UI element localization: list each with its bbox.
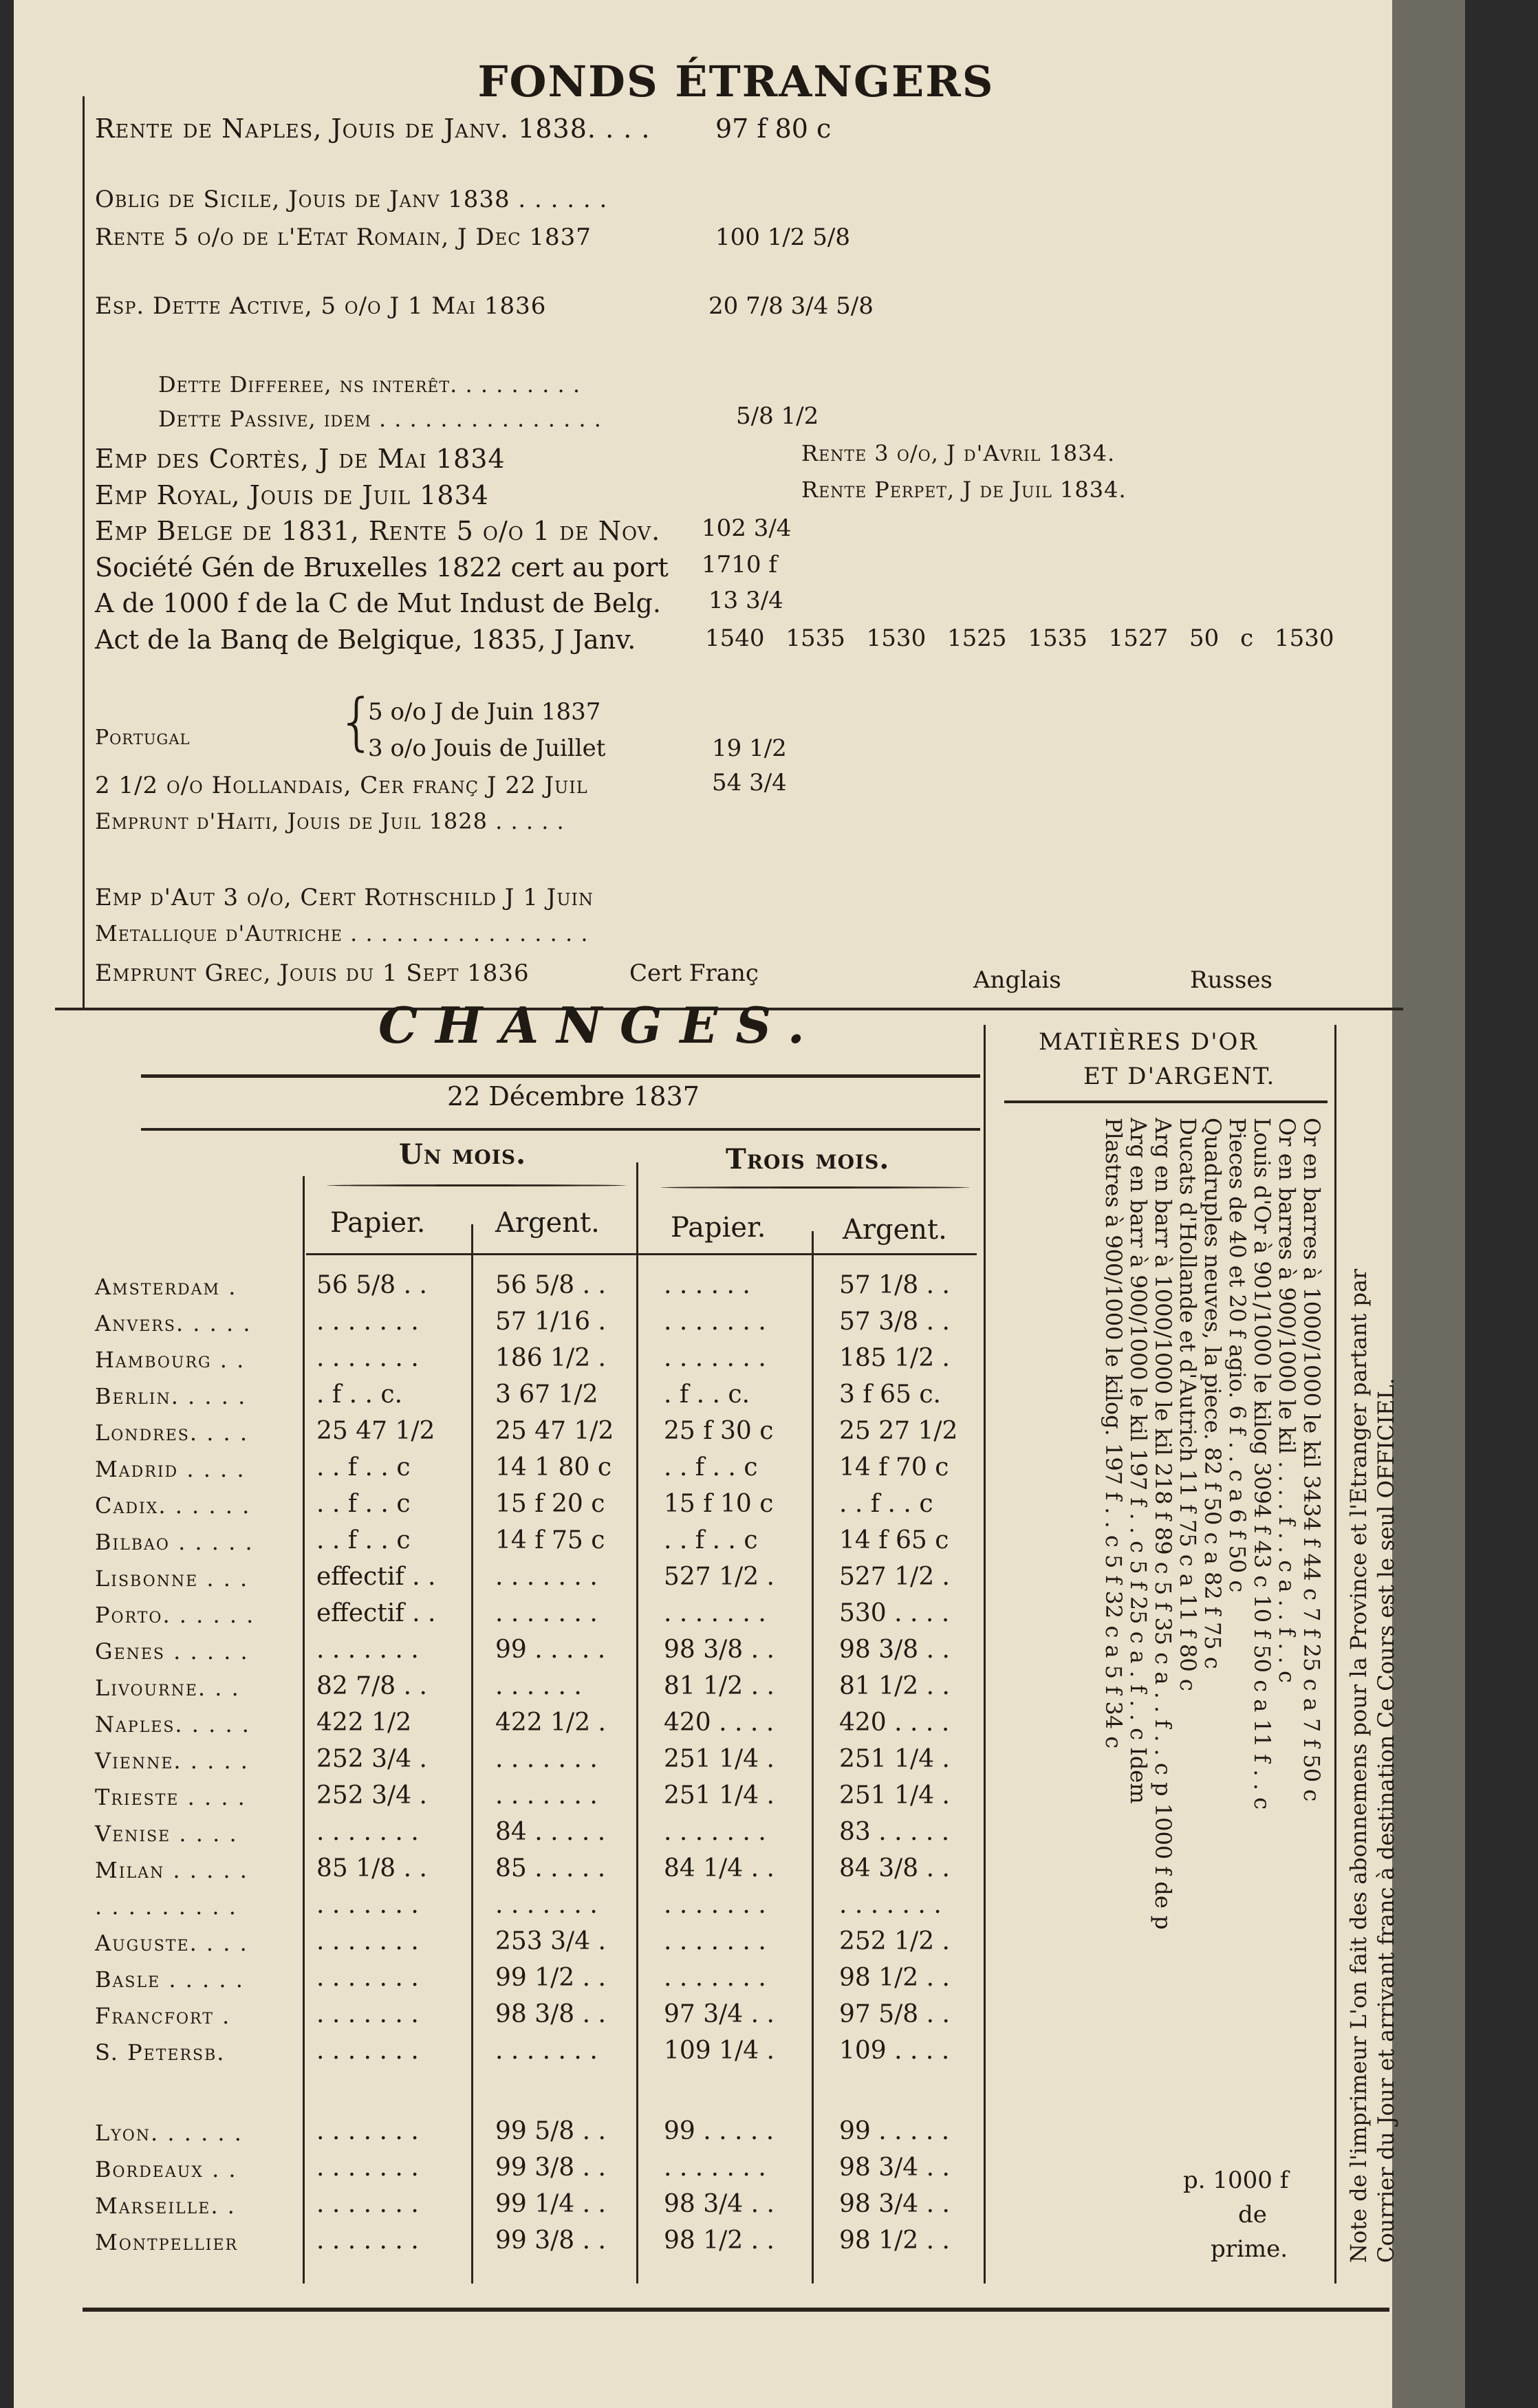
fonds-value: 13 3/4 [708, 587, 783, 614]
city-name: Naples. . . . . [95, 1711, 250, 1737]
trois-mois-papier-cell: . . . . . . [664, 1271, 750, 1299]
un-mois-papier-cell: effectif . . [316, 1599, 436, 1627]
changes-rule-top [141, 1074, 980, 1078]
un-mois-argent-cell: 15 f 20 c [495, 1490, 605, 1518]
un-mois-argent-cell: 98 3/8 . . [495, 2000, 606, 2028]
trois-mois-argent-cell: 81 1/2 . . [839, 1672, 950, 1700]
city-name: . . . . . . . . . [95, 1894, 237, 1920]
trois-mois-papier-cell: . . . . . . . [664, 1964, 766, 1992]
fonds-row: Esp. Dette Active, 5 o/o J 1 Mai 1836 [95, 292, 547, 320]
trois-mois-argent-cell: 109 . . . . [839, 2037, 950, 2065]
portugal-label: Portugal [95, 726, 191, 750]
city-name: Milan . . . . . [95, 1857, 248, 1883]
city-name: S. Petersb. [95, 2039, 226, 2065]
matieres-line: Arg en barr à 900/1000 le kil 197 f . . c 5 f 25 c a . f . . c Idem [1125, 1118, 1151, 1804]
trois-mois-argent-cell: 98 3/8 . . [839, 1636, 950, 1664]
city-name: Lisbonne . . . [95, 1565, 249, 1592]
trois-mois-papier-cell: 98 3/4 . . [664, 2190, 775, 2218]
un-mois-papier-cell: . . . . . . . [316, 1964, 419, 1992]
city-name: Cadix. . . . . . [95, 1493, 251, 1519]
trois-mois-argent-cell: 99 . . . . . [839, 2117, 950, 2145]
trois-mois-argent-cell: 98 1/2 . . [839, 2226, 950, 2255]
fonds-value: 102 3/4 [702, 514, 792, 542]
un-mois-papier-cell: . . . . . . . [316, 2117, 419, 2145]
city-name: Marseille. . [95, 2193, 236, 2219]
fonds-row: Emp des Cortès, J de Mai 1834 [95, 444, 506, 474]
fonds-row: Emp Royal, Jouis de Juil 1834 [95, 480, 489, 510]
fonds-value: 54 3/4 [712, 769, 787, 796]
prime-text: p. 1000 f [1183, 2167, 1289, 2194]
un-mois-papier-cell: . . . . . . . [316, 2037, 419, 2065]
fonds-row: Oblig de Sicile, Jouis de Janv 1838 . . . . . . [95, 186, 608, 213]
un-mois-papier-cell: 85 1/8 . . [316, 1854, 427, 1883]
trois-mois-argent-cell: 527 1/2 . [839, 1563, 950, 1591]
un-mois-argent-cell: 99 . . . . . [495, 1636, 606, 1664]
trois-mois-argent-cell: 25 27 1/2 [839, 1417, 958, 1445]
city-name: Anvers. . . . . [95, 1310, 252, 1336]
city-name: Madrid . . . . [95, 1456, 246, 1482]
un-mois-papier-cell: . . . . . . . [316, 1308, 419, 1336]
un-mois-papier-cell: 252 3/4 . [316, 1781, 427, 1810]
trois-mois-brace [660, 1186, 970, 1189]
trois-mois-argent-cell: 420 . . . . [839, 1709, 950, 1737]
changes-title: CHANGES. [378, 996, 823, 1054]
trois-mois-papier-cell: . . f . . c [664, 1453, 758, 1482]
un-mois-argent-cell: 99 1/2 . . [495, 1964, 606, 1992]
trois-mois-argent-cell: 252 1/2 . [839, 1927, 950, 1955]
un-mois-papier-cell: . f . . c. [316, 1380, 403, 1409]
un-mois-papier-cell: . . . . . . . [316, 1344, 419, 1372]
newspaper-page [14, 0, 1465, 2408]
matieres-title: ET D'ARGENT. [1083, 1063, 1276, 1090]
trois-mois-argent-cell: 185 1/2 . [839, 1344, 950, 1372]
matieres-title: MATIÈRES D'OR [1039, 1028, 1259, 1056]
trois-mois-papier-cell: . . . . . . . [664, 1344, 766, 1372]
papier-header: Papier. [330, 1207, 426, 1239]
fonds-row: Emp d'Aut 3 o/o, Cert Rothschild J 1 Juin [95, 884, 594, 911]
un-mois-papier-cell: . . f . . c [316, 1490, 411, 1518]
fonds-value: 20 7/8 3/4 5/8 [708, 292, 874, 320]
fonds-value: 19 1/2 [712, 735, 787, 762]
city-name: Londres. . . . [95, 1420, 249, 1446]
un-mois-argent-cell: . . . . . . . [495, 1781, 598, 1810]
printer-note [1345, 1269, 1400, 2263]
un-mois-argent-cell: 99 3/8 . . [495, 2154, 606, 2182]
trois-mois-argent-cell: 14 f 65 c [839, 1526, 949, 1554]
column-divider [471, 1224, 473, 2284]
trois-mois-papier-cell: 527 1/2 . [664, 1563, 775, 1591]
fonds-value: 100 1/2 5/8 [715, 224, 850, 251]
un-mois-papier-cell: 422 1/2 [316, 1709, 412, 1737]
trois-mois-papier-cell: . . f . . c [664, 1526, 758, 1554]
trois-mois-header: Trois mois. [726, 1143, 890, 1175]
trois-mois-argent-cell: 251 1/4 . [839, 1745, 950, 1773]
trois-mois-papier-cell: 420 . . . . [664, 1709, 775, 1737]
city-name: Berlin. . . . . [95, 1383, 247, 1409]
matieres-line: Or en barres à 900/1000 le kil . . . . f . . c a . . f . . c [1274, 1118, 1300, 1683]
papier-header: Papier. [671, 1212, 766, 1244]
trois-mois-papier-cell: . . . . . . . [664, 1818, 766, 1846]
un-mois-papier-cell: . . . . . . . [316, 1636, 419, 1664]
city-name: Auguste. . . . [95, 1930, 248, 1956]
trois-mois-papier-cell: 251 1/4 . [664, 1781, 775, 1810]
trois-mois-argent-cell: 97 5/8 . . [839, 2000, 950, 2028]
un-mois-papier-cell: . . . . . . . [316, 2154, 419, 2182]
trois-mois-argent-cell: 98 3/4 . . [839, 2154, 950, 2182]
un-mois-papier-cell: . . . . . . . [316, 2000, 419, 2028]
un-mois-papier-cell: 25 47 1/2 [316, 1417, 435, 1445]
un-mois-papier-cell: . . f . . c [316, 1453, 411, 1482]
trois-mois-papier-cell: . . . . . . . [664, 1308, 766, 1336]
column-divider [984, 1025, 986, 2284]
brace: { [337, 686, 377, 758]
trois-mois-papier-cell: 97 3/4 . . [664, 2000, 775, 2028]
un-mois-papier-cell: 252 3/4 . [316, 1745, 427, 1773]
trois-mois-argent-cell: 3 f 65 c. [839, 1380, 941, 1409]
un-mois-argent-cell: 99 1/4 . . [495, 2190, 606, 2218]
un-mois-argent-cell: 85 . . . . . [495, 1854, 606, 1883]
prime-text: prime. [1211, 2235, 1288, 2263]
un-mois-argent-cell: 14 f 75 c [495, 1526, 605, 1554]
anglais-label: Anglais [973, 966, 1061, 994]
trois-mois-papier-cell: . . . . . . . [664, 1891, 766, 1919]
un-mois-argent-cell: 3 67 1/2 [495, 1380, 598, 1409]
fonds-row: Rente de Naples, Jouis de Janv. 1838. . . . [95, 113, 651, 144]
fonds-row: 2 1/2 o/o Hollandais, Cer franç J 22 Juil [95, 772, 588, 799]
un-mois-papier-cell: 82 7/8 . . [316, 1672, 427, 1700]
column-divider [812, 1231, 814, 2284]
un-mois-argent-cell: . . . . . . [495, 1672, 582, 1700]
fonds-row: Dette Passive, idem . . . . . . . . . . . . . . . [158, 406, 602, 432]
changes-rule-date [141, 1128, 980, 1131]
trois-mois-papier-cell: 98 3/8 . . [664, 1636, 775, 1664]
fonds-row: Emprunt Grec, Jouis du 1 Sept 1836 [95, 959, 530, 987]
city-name: Basle . . . . . [95, 1966, 244, 1993]
fonds-row: 5 o/o J de Juin 1837 [368, 698, 601, 726]
un-mois-argent-cell: 422 1/2 . [495, 1709, 606, 1737]
city-name: Hambourg . . [95, 1347, 246, 1373]
un-mois-argent-cell: 99 3/8 . . [495, 2226, 606, 2255]
trois-mois-papier-cell: 81 1/2 . . [664, 1672, 775, 1700]
un-mois-argent-cell: 99 5/8 . . [495, 2117, 606, 2145]
argent-header: Argent. [495, 1207, 600, 1239]
city-name: Francfort . [95, 2003, 231, 2029]
un-mois-argent-cell: 14 1 80 c [495, 1453, 612, 1482]
un-mois-papier-cell: . . . . . . . [316, 1927, 419, 1955]
city-name: Montpellier [95, 2229, 239, 2255]
matieres-line: Ducats d'Hollande et d'Autrich 11 f 75 c a 11 f 80 c [1175, 1118, 1201, 1691]
note-line: Courrier du Jour et arrivant franc à destination Ce Cours est le seul OFFICIEL. [1373, 1378, 1399, 2263]
un-mois-argent-cell: . . . . . . . [495, 2037, 598, 2065]
fonds-value: 1540 1535 1530 1525 1535 1527 50 c 1530 [705, 625, 1334, 652]
trois-mois-papier-cell: 109 1/4 . [664, 2037, 775, 2065]
un-mois-argent-cell: 25 47 1/2 [495, 1417, 614, 1445]
trois-mois-papier-cell: 84 1/4 . . [664, 1854, 775, 1883]
un-mois-argent-cell: . . . . . . . [495, 1599, 598, 1627]
trois-mois-argent-cell: 14 f 70 c [839, 1453, 949, 1482]
fonds-value: 97 f 80 c [715, 113, 832, 144]
matieres-line: Pieces de 40 et 20 f agio. 6 f . . c a 6 f 50 c [1224, 1118, 1250, 1593]
trois-mois-argent-cell: . . . . . . . [839, 1891, 942, 1919]
changes-date: 22 Décembre 1837 [447, 1081, 700, 1111]
matieres-line: Arg en barr à 1000/1000 le kil 218 f 89 c 5 f 35 c a . . f . . c p 1000 f de p [1150, 1118, 1176, 1930]
trois-mois-argent-cell: 530 . . . . [839, 1599, 950, 1627]
un-mois-header: Un mois. [399, 1138, 527, 1171]
binding-strip [1392, 0, 1465, 2408]
fonds-value: 5/8 1/2 [736, 402, 819, 430]
fonds-row: Rente 5 o/o de l'Etat Romain, J Dec 1837 [95, 224, 592, 251]
fonds-row: Emp Belge de 1831, Rente 5 o/o 1 de Nov. [95, 516, 661, 546]
rente-avril: Rente 3 o/o, J d'Avril 1834. [801, 440, 1116, 466]
argent-header: Argent. [843, 1214, 947, 1246]
fonds-row: Metallique d'Autriche . . . . . . . . . . . . . . . . [95, 920, 589, 946]
city-name: Lyon. . . . . . [95, 2120, 243, 2146]
matieres-list [1101, 1118, 1324, 1929]
city-name: Livourne. . . [95, 1675, 240, 1701]
fonds-row: 3 o/o Jouis de Juillet [368, 735, 606, 762]
trois-mois-argent-cell: 251 1/4 . [839, 1781, 950, 1810]
city-name: Bilbao . . . . . [95, 1529, 254, 1555]
un-mois-papier-cell: . . . . . . . [316, 2190, 419, 2218]
trois-mois-papier-cell: 25 f 30 c [664, 1417, 774, 1445]
matieres-line: Quadruples neuves, la piece. 82 f 50 c a 82 f 75 c [1200, 1118, 1226, 1669]
trois-mois-papier-cell: 98 1/2 . . [664, 2226, 775, 2255]
city-name: Porto. . . . . . [95, 1602, 255, 1628]
note-divider [1334, 1025, 1336, 2284]
trois-mois-papier-cell: 15 f 10 c [664, 1490, 774, 1518]
un-mois-papier-cell: 56 5/8 . . [316, 1271, 427, 1299]
fonds-row: Dette Differee, ns interêt. . . . . . . . . [158, 371, 581, 398]
bottom-rule [83, 2308, 1389, 2312]
left-margin-rule [83, 96, 85, 1008]
un-mois-brace [327, 1184, 626, 1186]
trois-mois-argent-cell: . . f . . c [839, 1490, 933, 1518]
city-name: Bordeaux . . [95, 2156, 237, 2182]
trois-mois-papier-cell: 251 1/4 . [664, 1745, 775, 1773]
un-mois-argent-cell: . . . . . . . [495, 1891, 598, 1919]
russes-label: Russes [1190, 966, 1272, 994]
matieres-line: Or en barres à 1000/1000 le kil 3434 f 44 c 7 f 25 c a 7 f 50 c [1299, 1118, 1325, 1802]
city-name: Venise . . . . [95, 1821, 238, 1847]
note-line: Note de l'imprimeur L'on fait des abonnemens pour la Province et l'Etranger partant par [1345, 1268, 1372, 2263]
matieres-line: Plastres à 900/1000 le kilog. 197 f . . c 5 f 32 c a 5 f 34 c [1101, 1118, 1127, 1749]
trois-mois-papier-cell: . . . . . . . [664, 1927, 766, 1955]
city-name: Genes . . . . . [95, 1638, 249, 1664]
un-mois-papier-cell: effectif . . [316, 1563, 436, 1591]
un-mois-argent-cell: . . . . . . . [495, 1563, 598, 1591]
un-mois-argent-cell: 84 . . . . . [495, 1818, 606, 1846]
city-name: Vienne. . . . . [95, 1748, 249, 1774]
header-rule [306, 1253, 977, 1255]
trois-mois-papier-cell: . . . . . . . [664, 1599, 766, 1627]
un-mois-papier-cell: . . . . . . . [316, 1818, 419, 1846]
fonds-value: Cert Franç [629, 959, 759, 987]
prime-text: de [1238, 2201, 1267, 2228]
un-mois-argent-cell: 57 1/16 . [495, 1308, 606, 1336]
un-mois-argent-cell: . . . . . . . [495, 1745, 598, 1773]
rente-perpet: Rente Perpet, J de Juil 1834. [801, 477, 1127, 503]
trois-mois-papier-cell: 99 . . . . . [664, 2117, 775, 2145]
un-mois-argent-cell: 56 5/8 . . [495, 1271, 606, 1299]
fonds-row: A de 1000 f de la C de Mut Indust de Belg. [95, 588, 661, 618]
fonds-title: FONDS ÉTRANGERS [477, 56, 995, 107]
un-mois-argent-cell: 253 3/4 . [495, 1927, 606, 1955]
un-mois-argent-cell: 186 1/2 . [495, 1344, 606, 1372]
trois-mois-argent-cell: 57 1/8 . . [839, 1271, 950, 1299]
trois-mois-argent-cell: 84 3/8 . . [839, 1854, 950, 1883]
un-mois-papier-cell: . . f . . c [316, 1526, 411, 1554]
matieres-rule [1004, 1100, 1328, 1103]
trois-mois-argent-cell: 83 . . . . . [839, 1818, 950, 1846]
un-mois-papier-cell: . . . . . . . [316, 2226, 419, 2255]
city-name: Trieste . . . . [95, 1784, 246, 1810]
trois-mois-argent-cell: 98 3/4 . . [839, 2190, 950, 2218]
un-mois-papier-cell: . . . . . . . [316, 1891, 419, 1919]
trois-mois-argent-cell: 98 1/2 . . [839, 1964, 950, 1992]
column-divider [636, 1162, 638, 2284]
matieres-line: Louis d'Or à 901/1000 le kilog 3094 f 43 c 10 f 50 c a 11 f . . c [1249, 1118, 1275, 1810]
fonds-row: Act de la Banq de Belgique, 1835, J Janv. [95, 625, 636, 655]
fonds-value: 1710 f [702, 551, 777, 578]
column-divider [303, 1176, 305, 2284]
trois-mois-argent-cell: 57 3/8 . . [839, 1308, 950, 1336]
city-name: Amsterdam . [95, 1274, 237, 1300]
trois-mois-papier-cell: . . . . . . . [664, 2154, 766, 2182]
trois-mois-papier-cell: . f . . c. [664, 1380, 750, 1409]
fonds-row: Emprunt d'Haiti, Jouis de Juil 1828 . . . . . [95, 808, 565, 834]
fonds-row: Société Gén de Bruxelles 1822 cert au port [95, 552, 669, 583]
